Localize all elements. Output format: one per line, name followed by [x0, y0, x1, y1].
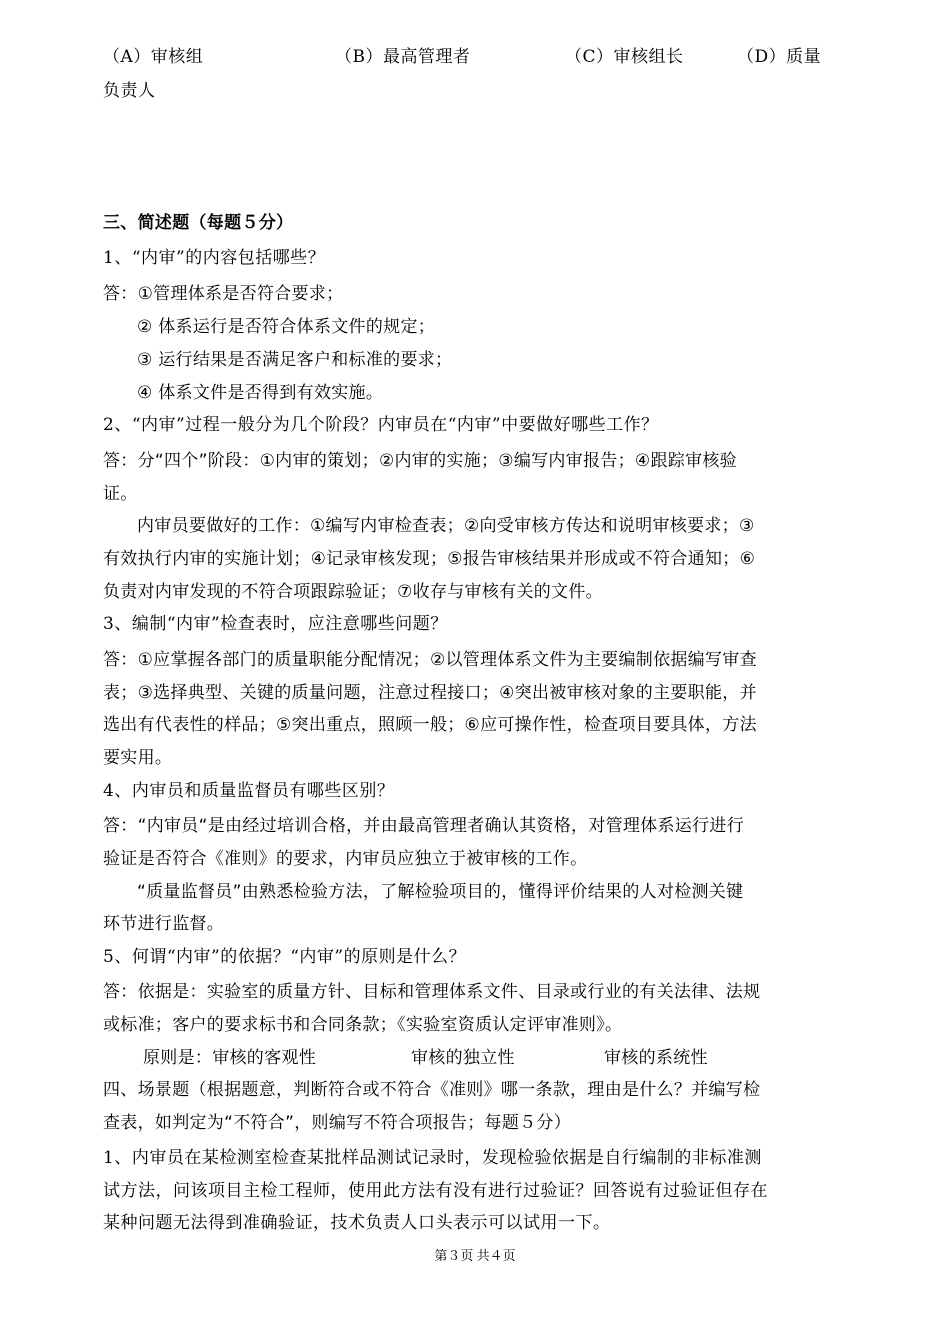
q3-answer-line: 要实用。: [103, 748, 173, 768]
q3-answer-line: 表；③选择典型、关键的质量问题，注意过程接口；④突出被审核对象的主要职能，并: [103, 683, 757, 703]
q5-principles-label: 原则是：审核的客观性: [143, 1048, 316, 1068]
option-a: （A）审核组: [103, 47, 204, 67]
q4-answer-line: 环节进行监督。: [103, 914, 225, 934]
section-3-title: 三、简述题（每题５分）: [103, 213, 294, 233]
q2-question: 2、“内审”过程一般分为几个阶段？内审员在“内审”中要做好哪些工作？: [103, 415, 659, 435]
q4-answer-line: “质量监督员”由熟悉检验方法，了解检验项目的，懂得评价结果的人对检测关键: [137, 882, 744, 902]
page-number: 第３页 共４页: [434, 1248, 516, 1263]
q1-answer-line: 答：①管理体系是否符合要求；: [103, 284, 344, 304]
q1-answer-line: ② 体系运行是否符合体系文件的规定；: [137, 317, 436, 337]
q2-answer-line: 负责对内审发现的不符合项跟踪验证；⑦收存与审核有关的文件。: [103, 582, 603, 602]
q2-answer-line: 内审员要做好的工作：①编写内审检查表；②向受审核方传达和说明审核要求；③: [137, 516, 755, 536]
q2-answer-line: 证。: [103, 484, 138, 504]
q1-question: 1、“内审”的内容包括哪些？: [103, 248, 326, 268]
section-4-title-line: 四、场景题（根据题意，判断符合或不符合《准则》哪一条款，理由是什么？并编写检: [103, 1080, 761, 1100]
section-4-title-line: 查表，如判定为“不符合”，则编写不符合项报告；每题５分）: [103, 1113, 572, 1133]
option-d: （D）质量: [737, 47, 822, 67]
q4-question: 4、内审员和质量监督员有哪些区别？: [103, 781, 395, 801]
q2-answer-line: 有效执行内审的实施计划；④记录审核发现；⑤报告审核结果并形成或不符合通知；⑥: [103, 549, 756, 569]
q5-answer-line: 或标准；客户的要求标书和合同条款；《实验室资质认定评审准则》。: [103, 1015, 623, 1035]
q3-answer-line: 选出有代表性的样品；⑤突出重点，照顾一般；⑥应可操作性，检查项目要具体，方法: [103, 715, 757, 735]
q4-answer-line: 验证是否符合《准则》的要求，内审员应独立于被审核的工作。: [103, 849, 588, 869]
q1-answer-line: ④ 体系文件是否得到有效实施。: [137, 383, 384, 403]
option-b: （B）最高管理者: [335, 47, 471, 67]
s4-q1-line: 试方法，问该项目主检工程师，使用此方法有没有进行过验证？回答说有过验证但存在: [103, 1181, 768, 1201]
option-d-continuation: 负责人: [103, 81, 156, 101]
q3-answer-line: 答：①应掌握各部门的质量职能分配情况；②以管理体系文件为主要编制依据编写审查: [103, 650, 757, 670]
q5-question: 5、何谓“内审”的依据？“内审”的原则是什么？: [103, 947, 467, 967]
q5-principle: 审核的系统性: [604, 1048, 708, 1068]
q1-answer-line: ③ 运行结果是否满足客户和标准的要求；: [137, 350, 453, 370]
s4-q1-line: 某种问题无法得到准确验证，技术负责人口头表示可以试用一下。: [103, 1213, 611, 1233]
s4-q1-line: 1、内审员在某检测室检查某批样品测试记录时，发现检验依据是自行编制的非标准测: [103, 1148, 762, 1168]
option-c: （C）审核组长: [565, 47, 684, 67]
q3-question: 3、编制“内审”检查表时，应注意哪些问题？: [103, 614, 448, 634]
q2-answer-line: 答：分“四个”阶段：①内审的策划；②内审的实施；③编写内审报告；④跟踪审核验: [103, 451, 737, 471]
q5-principle: 审核的独立性: [411, 1048, 515, 1068]
q5-answer-line: 答：依据是：实验室的质量方针、目标和管理体系文件、目录或行业的有关法律、法规: [103, 982, 761, 1002]
q4-answer-line: 答：“内审员“是由经过培训合格，并由最高管理者确认其资格，对管理体系运行进行: [103, 816, 745, 836]
